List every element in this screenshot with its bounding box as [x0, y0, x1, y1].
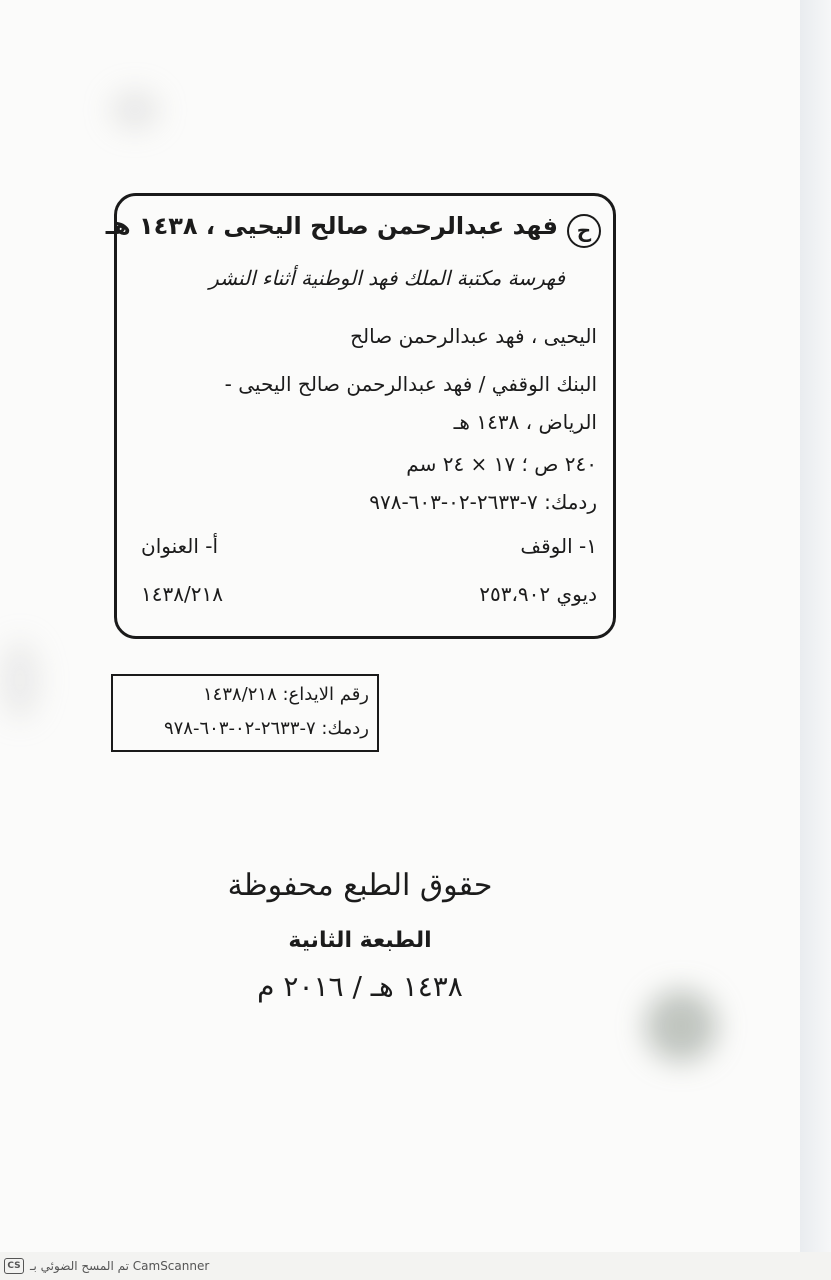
cip-subtitle: فهرسة مكتبة الملك فهد الوطنية أثناء النشر [209, 266, 565, 290]
scan-smudge [0, 640, 40, 720]
copyright-mark: ح [567, 214, 601, 248]
cip-book-title: البنك الوقفي / فهد عبدالرحمن صالح اليحيى - [224, 372, 597, 396]
camscanner-logo-icon: CS [4, 1258, 24, 1274]
cip-title-entry: أ- العنوان [141, 534, 219, 558]
cip-pages: ٢٤٠ ص ؛ ١٧ × ٢٤ سم [406, 452, 597, 476]
camscanner-watermark [4, 1256, 209, 1276]
scan-smudge [110, 90, 160, 130]
rights-reserved: حقوق الطبع محفوظة [227, 868, 493, 903]
deposit-number: رقم الايداع: ١٤٣٨/٢١٨ [203, 684, 369, 705]
cip-place: الرياض ، ١٤٣٨ هـ [453, 410, 597, 434]
cip-call-number: ١٤٣٨/٢١٨ [141, 582, 223, 606]
cip-title: فهد عبدالرحمن صالح اليحيى ، ١٤٣٨ هـ [105, 212, 558, 240]
cip-subject: ١- الوقف [520, 534, 597, 558]
cip-isbn: ردمك: ٧-٢٦٣٣-٠٢-٦٠٣-٩٧٨ [369, 490, 597, 514]
edition-label: الطبعة الثانية [288, 928, 432, 953]
deposit-isbn: ردمك: ٧-٢٦٣٣-٠٢-٦٠٣-٩٧٨ [163, 718, 369, 739]
publication-date: ١٤٣٨ هـ / ٢٠١٦ م [257, 970, 463, 1003]
watermark-text: تم المسح الضوئي بـ CamScanner [30, 1259, 210, 1273]
legal-deposit-box [111, 674, 379, 752]
cip-dewey: ديوي ٢٥٣،٩٠٢ [479, 582, 597, 606]
cip-author: اليحيى ، فهد عبدالرحمن صالح [350, 324, 597, 348]
cataloging-in-publication-box [105, 193, 616, 639]
page-edge [800, 0, 831, 1252]
